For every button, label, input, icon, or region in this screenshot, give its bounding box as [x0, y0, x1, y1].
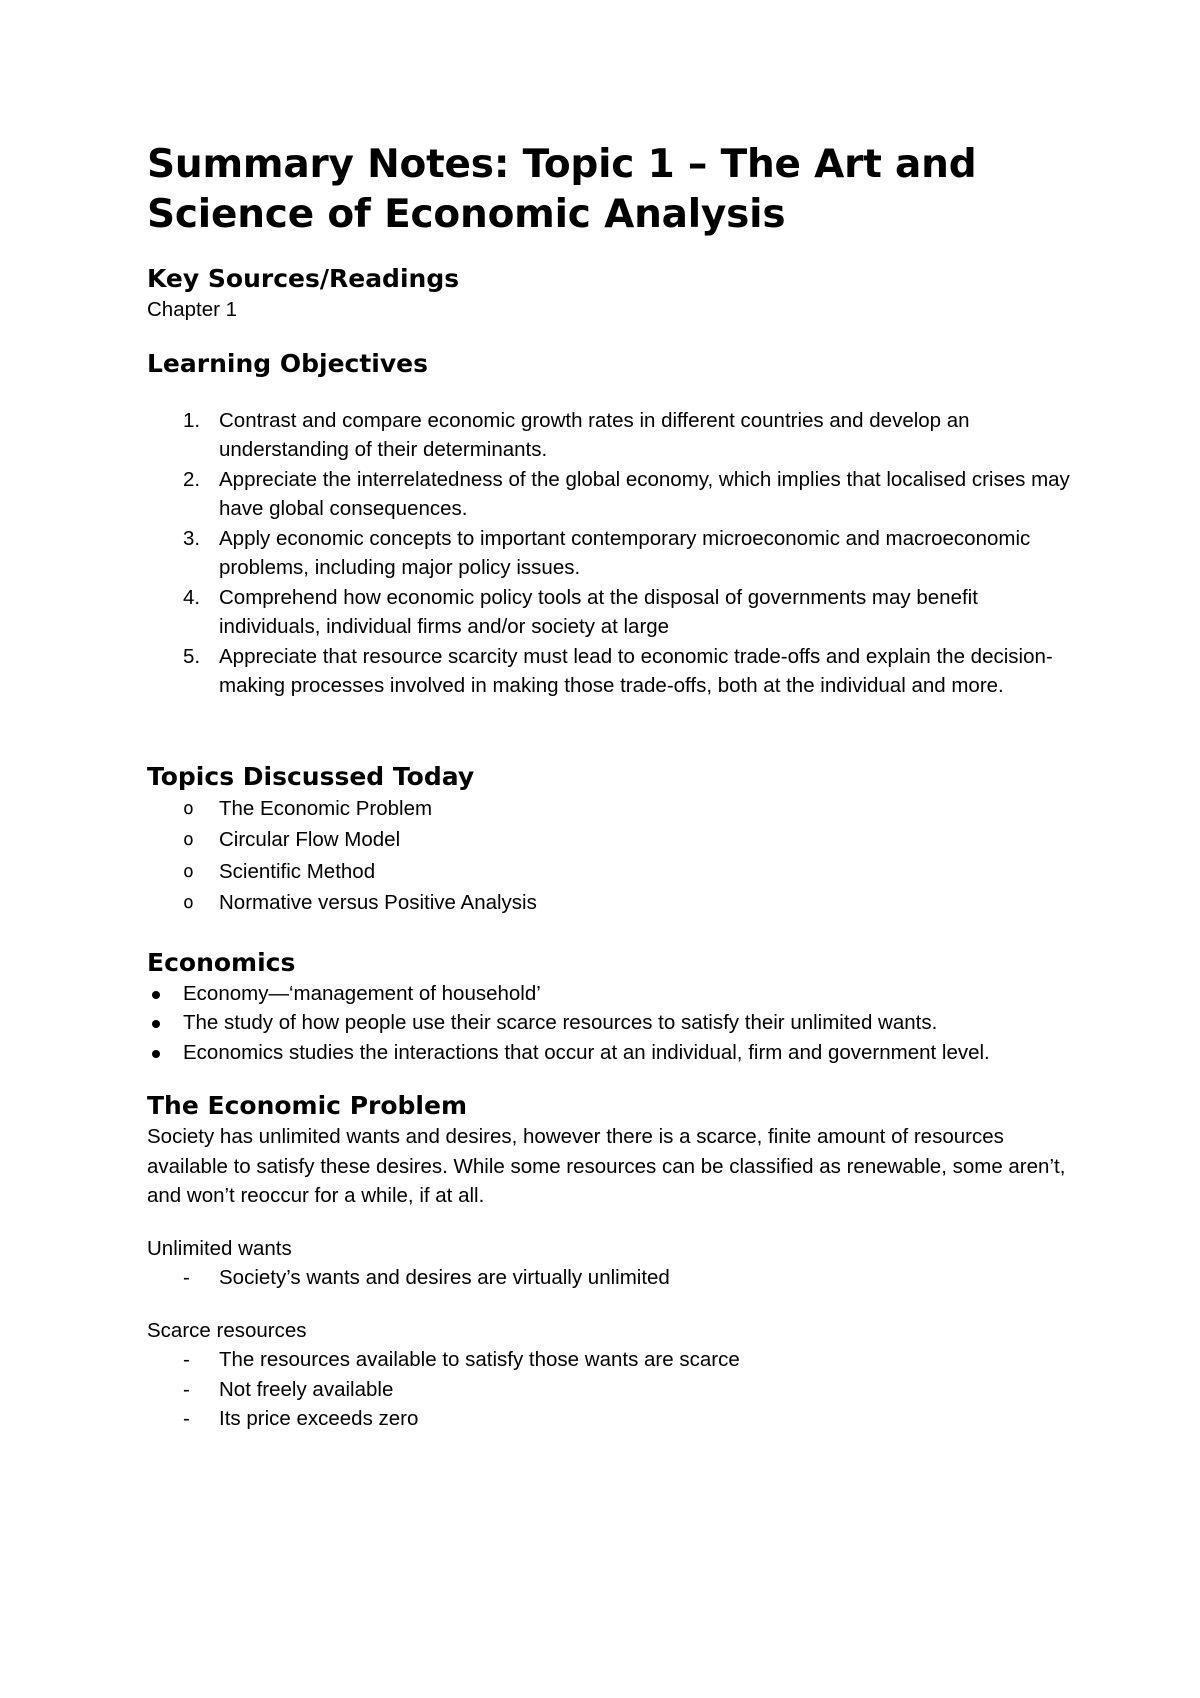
list-item	[147, 979, 1077, 1009]
list-item	[147, 583, 1077, 642]
list-item	[147, 465, 1077, 524]
dash-bullet-icon: -	[183, 1266, 190, 1289]
economics-section	[147, 947, 1077, 1068]
list-item	[147, 856, 1077, 888]
list-item	[147, 1345, 1077, 1375]
list-item	[147, 1263, 1077, 1293]
topics-discussed-heading: Topics Discussed Today	[147, 761, 475, 791]
list-item-text: Contrast and compare economic growth rates in different countries and develop an understanding of their determinants.	[219, 408, 970, 461]
list-item-text: Its price exceeds zero	[219, 1407, 419, 1430]
key-sources-text: Chapter 1	[147, 298, 238, 321]
economic-problem-section	[147, 1090, 1077, 1434]
document-page	[147, 140, 1077, 1434]
dash-bullet-icon: -	[183, 1348, 190, 1371]
list-item-text: Circular Flow Model	[219, 828, 401, 851]
list-item	[147, 524, 1077, 583]
economics-heading: Economics	[147, 947, 296, 977]
list-item	[147, 1008, 1077, 1038]
list-number: 5.	[183, 644, 201, 668]
learning-objectives-list	[147, 406, 1077, 701]
list-item-text: The Economic Problem	[219, 796, 433, 820]
bullet-icon	[152, 1050, 160, 1058]
economic-problem-heading: The Economic Problem	[147, 1091, 467, 1120]
unlimited-wants-list	[147, 1263, 1077, 1293]
circle-bullet-icon: o	[183, 829, 194, 850]
list-item-text: Normative versus Positive Analysis	[219, 891, 537, 914]
key-sources-heading: Key Sources/Readings	[147, 264, 460, 293]
list-item-text: Economics studies the interactions that occur at an individual, firm and government level.	[183, 1040, 990, 1064]
list-number: 1.	[183, 408, 201, 432]
list-item	[147, 1375, 1077, 1405]
list-item	[147, 793, 1077, 825]
list-number: 4.	[183, 585, 201, 609]
bullet-icon	[152, 1020, 160, 1028]
list-item-text: Comprehend how economic policy tools at the disposal of governments may benefit individuals, individual firms and/or society at large	[219, 585, 978, 638]
key-sources-section	[147, 263, 1077, 325]
list-item-text: Appreciate that resource scarcity must lead to economic trade-offs and explain the decision-making processes involved in making those trade-offs, both at the individual and more.	[219, 644, 1053, 697]
circle-bullet-icon: o	[183, 892, 194, 913]
list-item	[147, 887, 1077, 919]
learning-objectives-heading: Learning Objectives	[147, 348, 428, 378]
circle-bullet-icon: o	[183, 797, 194, 819]
scarce-resources-label: Scarce resources	[147, 1318, 307, 1342]
scarce-resources-list	[147, 1345, 1077, 1434]
economics-list	[147, 979, 1077, 1068]
list-item-text: Society’s wants and desires are virtually unlimited	[219, 1266, 670, 1289]
dash-bullet-icon: -	[183, 1407, 190, 1430]
unlimited-wants-label: Unlimited wants	[147, 1236, 292, 1260]
document-title: Summary Notes: Topic 1 – The Art and Science of Economic Analysis	[147, 142, 977, 237]
list-item	[147, 824, 1077, 856]
learning-objectives-section	[147, 348, 1077, 701]
dash-bullet-icon: -	[183, 1377, 190, 1401]
list-item-text: Appreciate the interrelatedness of the global economy, which implies that localised crises may have global consequences.	[219, 467, 1070, 520]
circle-bullet-icon: o	[183, 860, 194, 882]
list-item	[147, 642, 1077, 701]
list-item-text: Scientific Method	[219, 859, 376, 883]
list-number: 2.	[183, 467, 201, 491]
list-item-text: The resources available to satisfy those wants are scarce	[219, 1348, 740, 1371]
bullet-icon	[152, 991, 160, 999]
topics-discussed-list	[147, 793, 1077, 919]
list-item-text: The study of how people use their scarce resources to satisfy their unlimited wants.	[183, 1011, 938, 1034]
economic-problem-paragraph: Society has unlimited wants and desires, however there is a scarce, finite amount of resources available to satisfy these desires. While some resources can be classified as renewable, some aren’t, and won’t reoccur for a while, if at all.	[147, 1125, 1066, 1207]
list-number: 3.	[183, 526, 201, 550]
list-item-text: Not freely available	[219, 1377, 394, 1401]
list-item	[147, 406, 1077, 465]
list-item-text: Apply economic concepts to important contemporary microeconomic and macroeconomic problems, including major policy issues.	[219, 526, 1031, 579]
list-item	[147, 1404, 1077, 1434]
list-item	[147, 1038, 1077, 1068]
topics-discussed-section	[147, 761, 1077, 919]
list-item-text: Economy—‘management of household’	[183, 981, 541, 1005]
